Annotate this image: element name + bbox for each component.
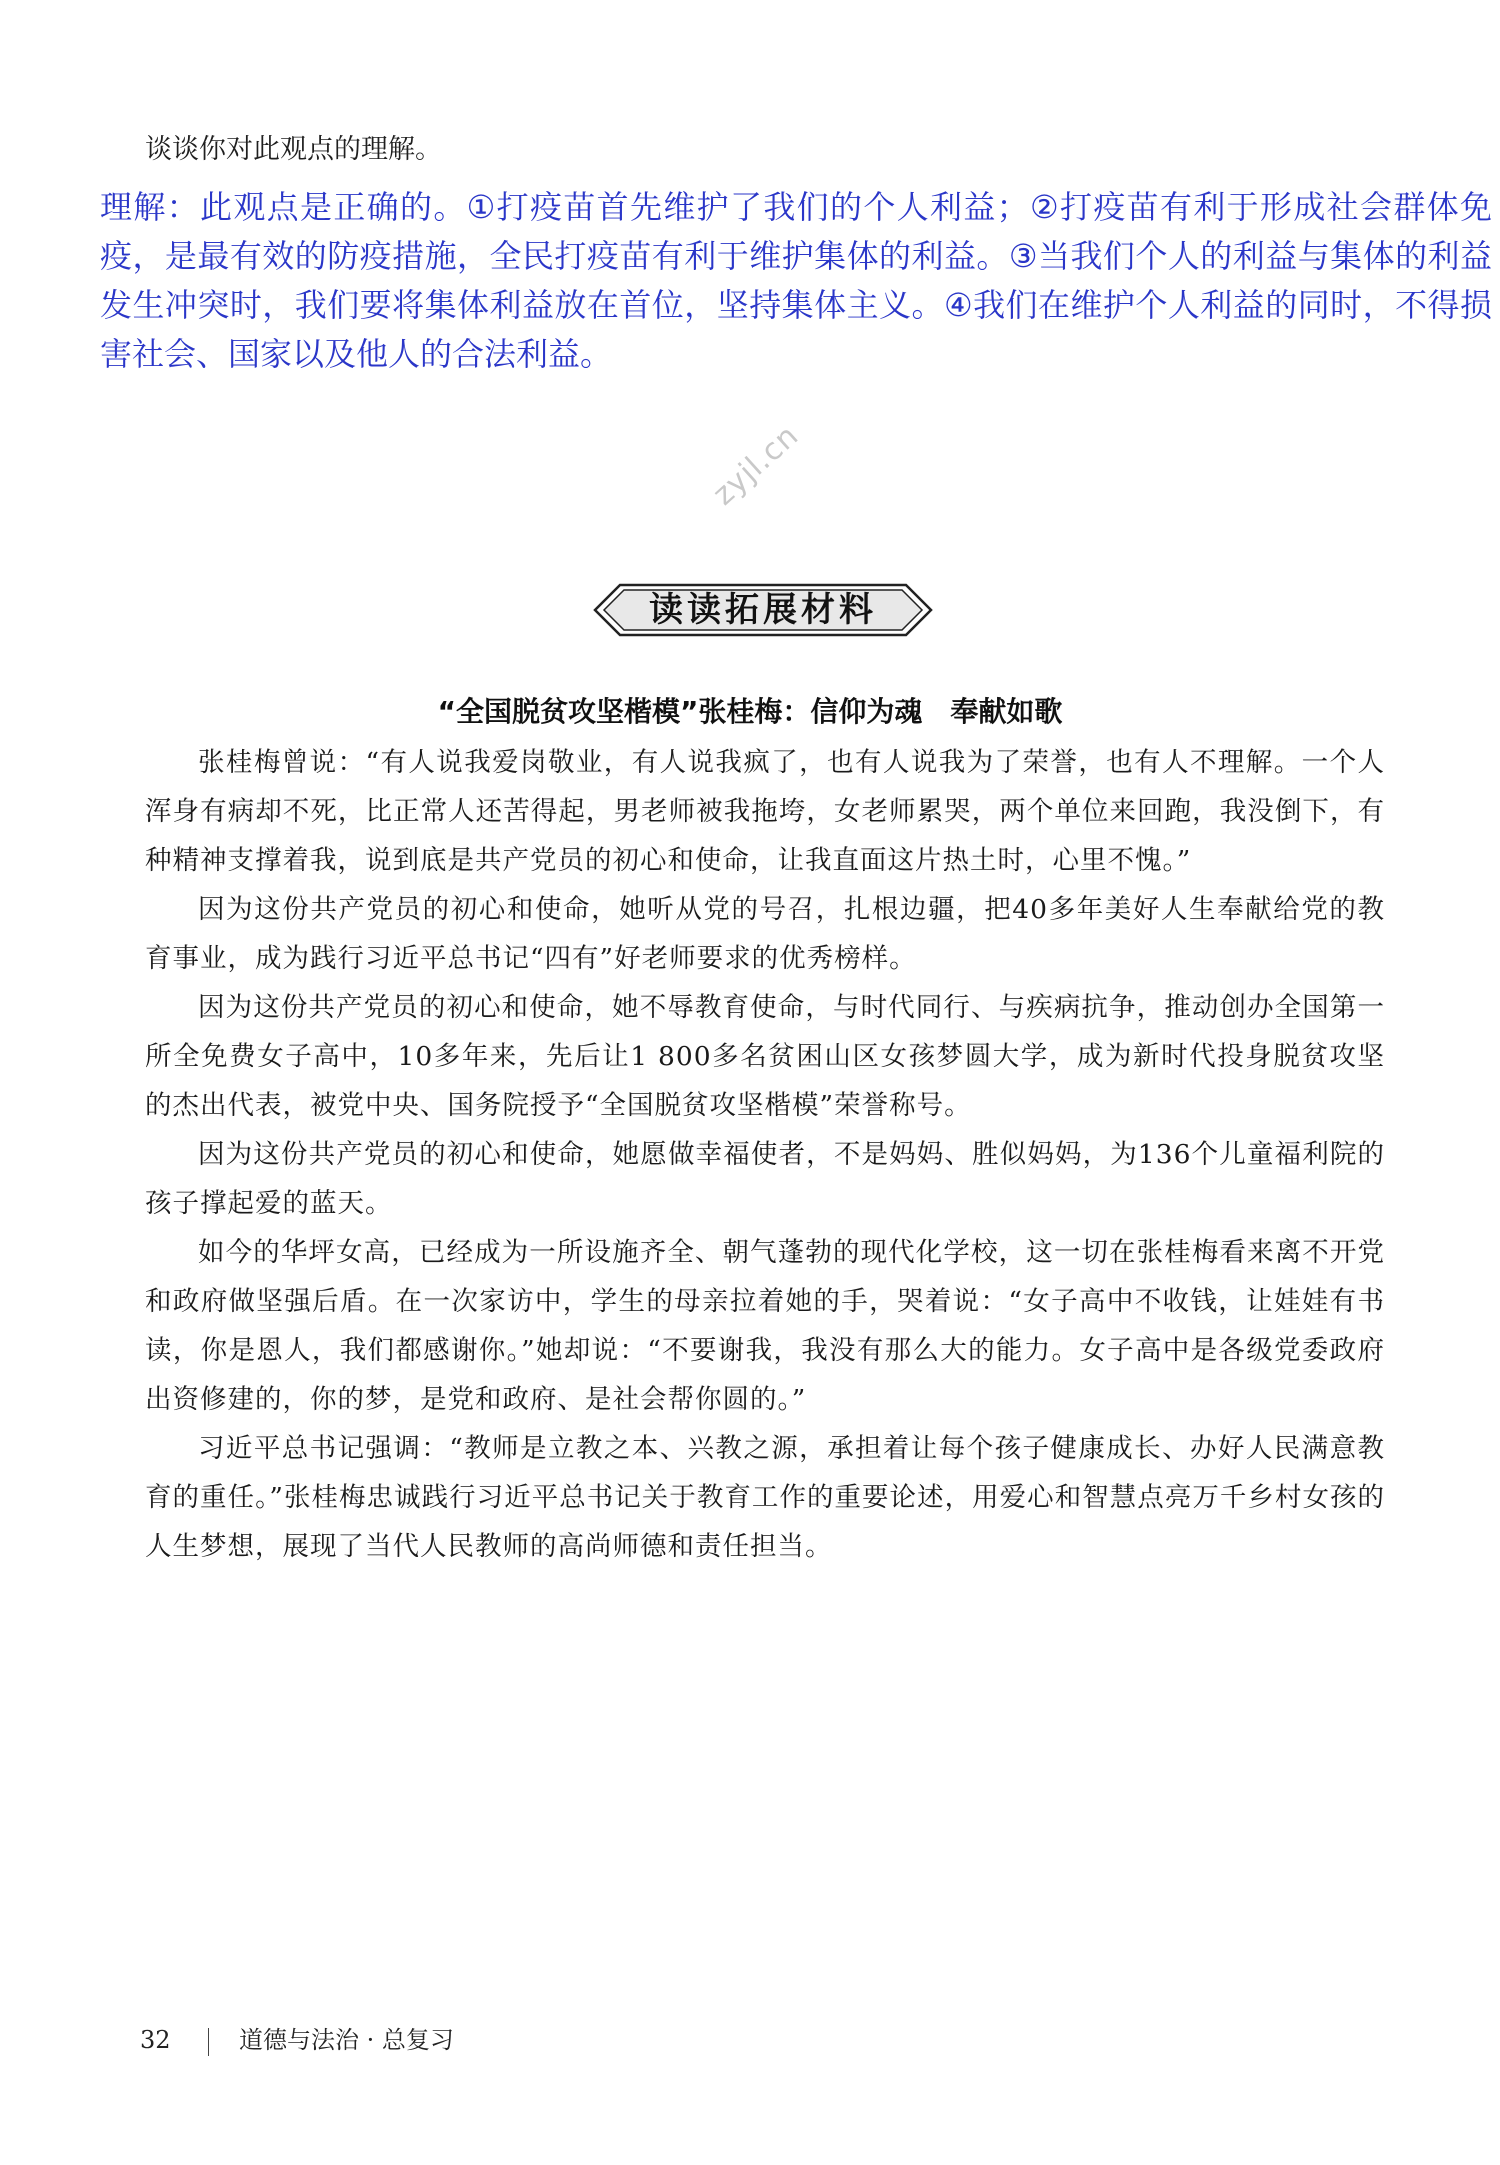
watermark: zyjl.cn xyxy=(706,418,806,513)
answer-text: 理解：此观点是正确的。①打疫苗首先维护了我们的个人利益；②打疫苗有利于形成社会群体免疫，是最有效的防疫措施，全民打疫苗有利于维护集体的利益。③当我们个人的利益与集体的利益发生冲突时，我们要将集体利益放在首位，坚持集体主义。④我们在维护个人利益的同时，不得损害社会、国家以及他人的合法利益。 xyxy=(100,188,1492,373)
banner-title: 读读拓展材料 xyxy=(649,590,877,630)
footer-divider xyxy=(208,2028,209,2056)
article-paragraph: 因为这份共产党员的初心和使命，她愿做幸福使者，不是妈妈、胜似妈妈，为136个儿童福利院的孩子撑起爱的蓝天。 xyxy=(145,1139,1385,1219)
article-paragraph: 因为这份共产党员的初心和使命，她不辱教育使命，与时代同行、与疾病抗争，推动创办全国第一所全免费女子高中，10多年来，先后让1 800多名贫困山区女孩梦圆大学，成为新时代投身脱贫攻坚的杰出代表，被党中央、国务院授予“全国脱贫攻坚楷模”荣誉称号。 xyxy=(145,992,1385,1121)
question-text: 谈谈你对此观点的理解。 xyxy=(145,134,442,165)
page-footer xyxy=(140,2022,454,2058)
page-number: 32 xyxy=(140,2026,171,2054)
article-title: “全国脱贫攻坚楷模”张桂梅：信仰为魂 奉献如歌 xyxy=(437,695,1063,728)
article-paragraph: 习近平总书记强调：“教师是立教之本、兴教之源，承担着让每个孩子健康成长、办好人民满意教育的重任。”张桂梅忠诚践行习近平总书记关于教育工作的重要论述，用爱心和智慧点亮万千乡村女孩的人生梦想，展现了当代人民教师的高尚师德和责任担当。 xyxy=(145,1433,1385,1562)
section-banner xyxy=(592,582,934,638)
article-paragraph: 如今的华坪女高，已经成为一所设施齐全、朝气蓬勃的现代化学校，这一切在张桂梅看来离不开党和政府做坚强后盾。在一次家访中，学生的母亲拉着她的手，哭着说：“女子高中不收钱，让娃娃有书读，你是恩人，我们都感谢你。”她却说：“不要谢我，我没有那么大的能力。女子高中是各级党委政府出资修建的，你的梦，是党和政府、是社会帮你圆的。” xyxy=(145,1237,1385,1415)
article-paragraph: 张桂梅曾说：“有人说我爱岗敬业，有人说我疯了，也有人说我为了荣誉，也有人不理解。一个人浑身有病却不死，比正常人还苦得起，男老师被我拖垮，女老师累哭，两个单位来回跑，我没倒下，有种精神支撑着我，说到底是共产党员的初心和使命，让我直面这片热土时，心里不愧。” xyxy=(145,747,1385,876)
book-title: 道德与法治 · 总复习 xyxy=(239,2026,454,2054)
article-paragraph: 因为这份共产党员的初心和使命，她听从党的号召，扎根边疆，把40多年美好人生奉献给党的教育事业，成为践行习近平总书记“四有”好老师要求的优秀榜样。 xyxy=(145,894,1385,974)
article-body xyxy=(145,738,1385,1571)
